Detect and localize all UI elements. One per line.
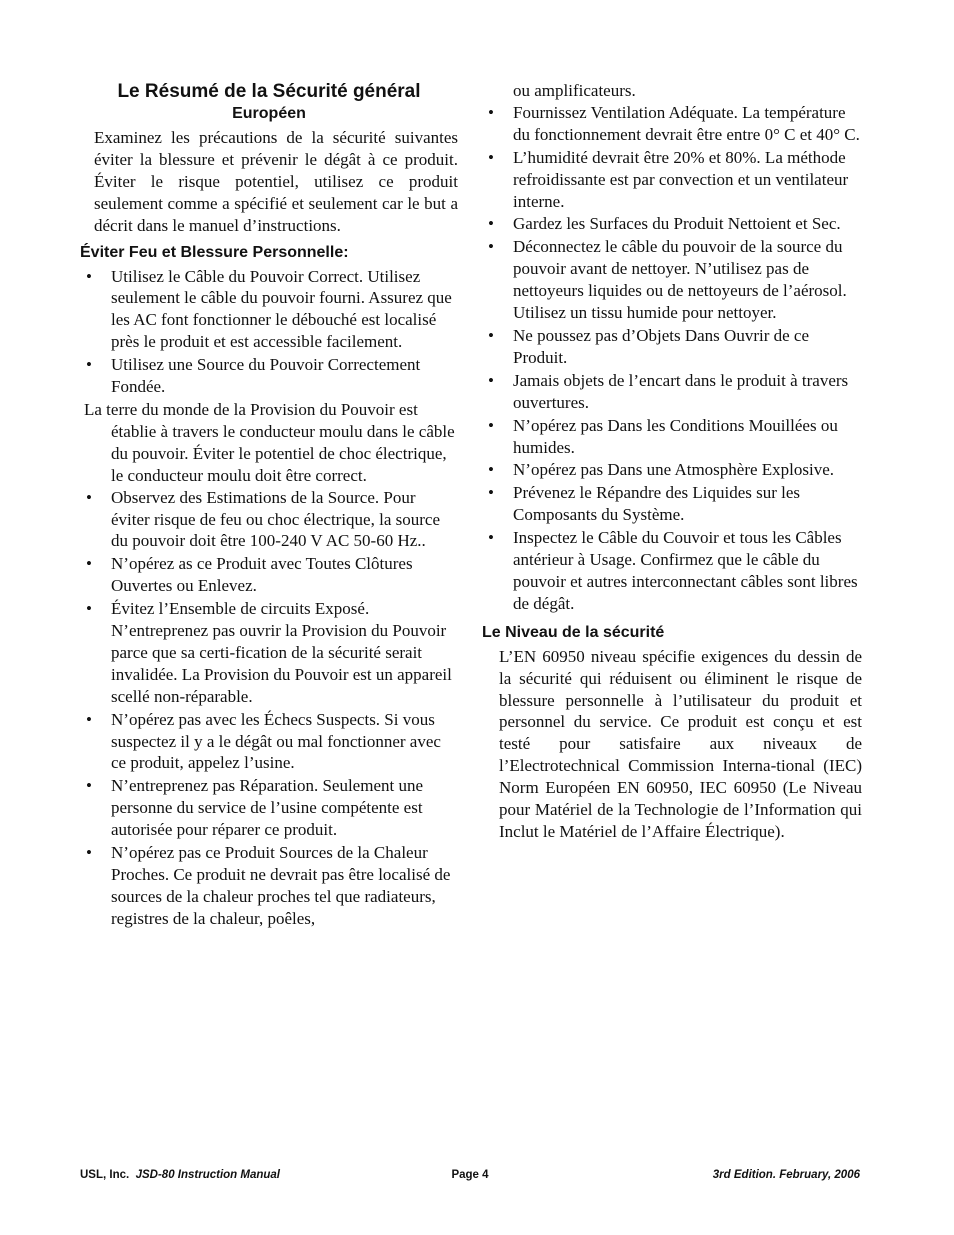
right-column	[482, 80, 862, 843]
list-item: • Évitez l’Ensemble de circuits Exposé. N’entreprenez pas ouvrir la Provision du Pouvoir parce que sa certi-fication de la sécurité serait invalidée. La Provision du Pouvoir est un appareil scellé non-réparable.	[80, 598, 458, 708]
page-subtitle: Européen	[232, 105, 306, 122]
list-item: • Fournissez Ventilation Adéquate. La température du fonctionnement devrait être entre 0° C et 40° C.	[482, 102, 862, 146]
list-item: • N’entreprenez pas Réparation. Seulement une personne du service de l’usine compétente est autorisée pour réparer ce produit.	[80, 775, 458, 841]
list-item: • N’opérez pas avec les Échecs Suspects. Si vous suspectez il y a le dégât ou mal fonctionner avec ce produit, appelez l’usine.	[80, 709, 458, 775]
list-item: • Utilisez le Câble du Pouvoir Correct. Utilisez seulement le câble du pouvoir fourni. Assurez que les AC font fonctionner le débouché est localisé près le produit et est accessible facilement.	[80, 266, 458, 354]
continuation-paragraph: La terre du monde de la Provision du Pouvoir est établie à travers le conducteur moulu dans le câble du pouvoir. Éviter le potentiel de choc électrique, le conducteur moulu doit être correct.	[84, 399, 455, 485]
footer-page-number: Page 4	[451, 1169, 489, 1181]
bullet-list-b	[80, 487, 458, 930]
footer-company: USL, Inc.	[80, 1169, 130, 1181]
page-title: Le Résumé de la Sécurité général	[117, 81, 421, 102]
list-item: • Gardez les Surfaces du Produit Nettoient et Sec.	[482, 213, 862, 235]
footer-edition: 3rd Edition. February, 2006	[712, 1169, 860, 1181]
list-item: • Utilisez une Source du Pouvoir Correctement Fondée.	[80, 354, 458, 398]
page-footer	[80, 1169, 860, 1185]
list-item: • Inspectez le Câble du Couvoir et tous les Câbles antérieur à Usage. Confirmez que le câble du pouvoir et autres interconnectant câbles sont libres de dégât.	[482, 527, 862, 615]
section-heading-safety-level: Le Niveau de la sécurité	[482, 623, 665, 641]
list-item: • N’opérez pas Dans les Conditions Mouillées ou humides.	[482, 415, 862, 459]
list-item: • Observez des Estimations de la Source. Pour éviter risque de feu ou choc électrique, la source du pouvoir doit être 100-240 V AC 50-60 Hz..	[80, 487, 458, 553]
bullet-list-a	[80, 266, 458, 398]
list-item: • Ne poussez pas d’Objets Dans Ouvrir de ce Produit.	[482, 325, 862, 369]
list-item: • N’opérez pas Dans une Atmosphère Explosive.	[482, 459, 862, 481]
list-item: • Déconnectez le câble du pouvoir de la source du pouvoir avant de nettoyer. N’utilisez pas de nettoyeurs liquides ou de nettoyeurs de l’aérosol. Utilisez un tissu humide pour nettoyer.	[482, 236, 862, 324]
section-heading-fire: Éviter Feu et Blessure Personnelle:	[80, 243, 349, 261]
safety-level-paragraph: L’EN 60950 niveau spécifie exigences du dessin de la sécurité qui réduisent ou éliminent le risque de blessure personnelle à l’utilisateur du produit et personnel du service. Ce produit est conçu et est testé pour satisfaire aux niveaux de l’Electrotechnical Commission Interna-tional (IEC) Norm Européen EN 60950, IEC 60950 (Le Niveau pour Matériel de la Technologie de l’Information qui Inclut le Matériel de l’Affaire Électrique).	[499, 646, 862, 841]
list-item: • Jamais objets de l’encart dans le produit à travers ouvertures.	[482, 370, 862, 414]
list-item: • Prévenez le Répandre des Liquides sur les Composants du Système.	[482, 482, 862, 526]
list-item: • N’opérez as ce Produit avec Toutes Clôtures Ouvertes ou Enlevez.	[80, 553, 458, 597]
left-column	[80, 80, 458, 930]
list-item: • N’opérez pas ce Produit Sources de la Chaleur Proches. Ce produit ne devrait pas être localisé de sources de la chaleur proches tel que radiateurs, registres de la chaleur, poêles,	[80, 842, 458, 930]
bullet-list-c	[482, 102, 862, 615]
intro-paragraph: Examinez les précautions de la sécurité suivantes éviter la blessure et prévenir le dégât à ce produit. Éviter le risque potentiel, utilisez ce produit seulement comme a spécifié et seulement car le but a décrit dans le manuel d’instructions.	[94, 128, 458, 235]
carry-over-text: ou amplificateurs.	[513, 81, 636, 100]
list-item: • L’humidité devrait être 20% et 80%. La méthode refroidissante est par convection et un ventilateur interne.	[482, 147, 862, 213]
footer-manual: JSD-80 Instruction Manual	[135, 1169, 281, 1181]
